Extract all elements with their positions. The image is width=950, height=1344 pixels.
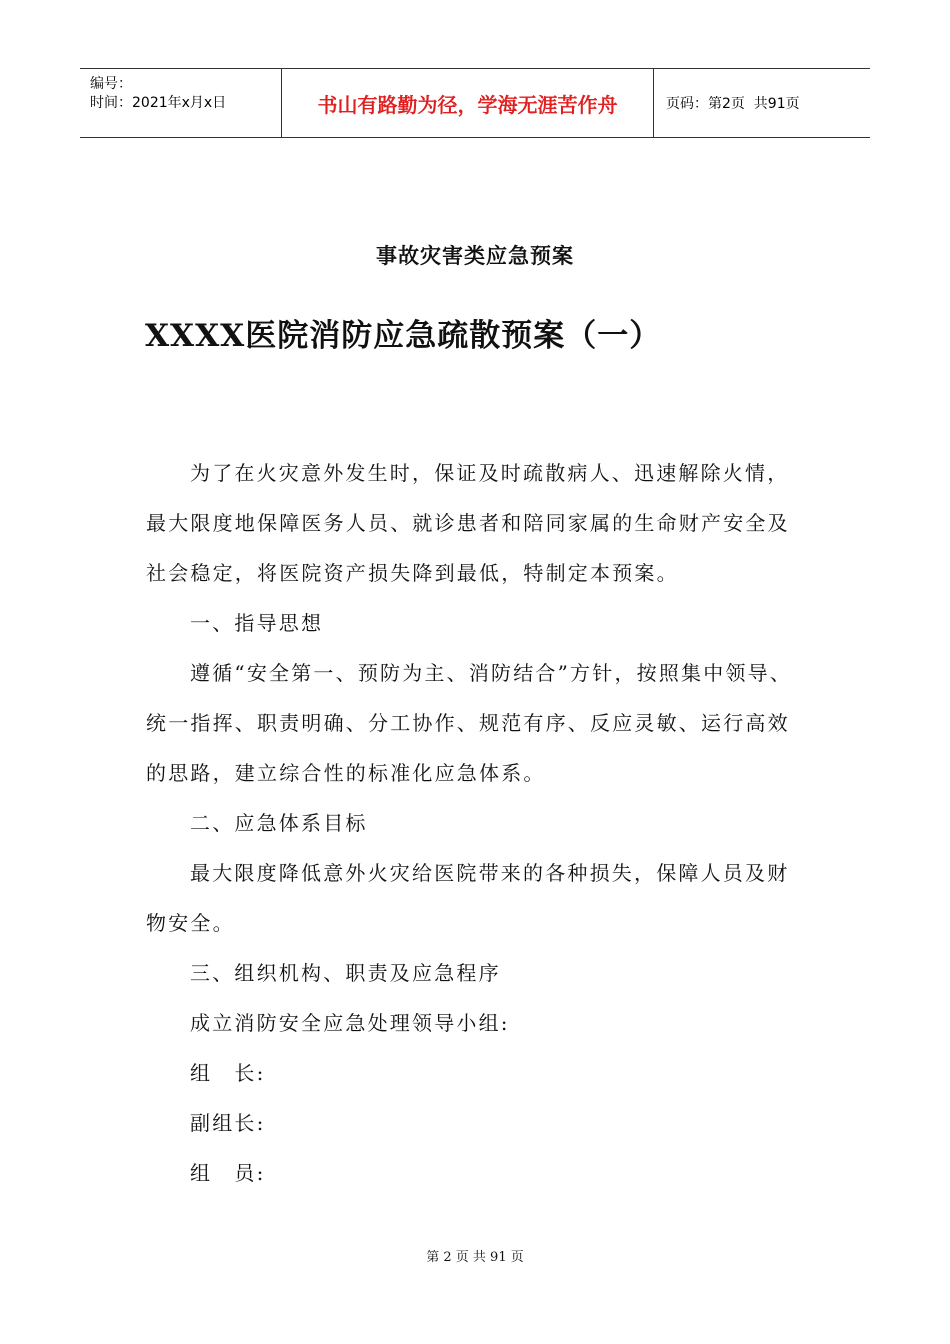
document-number-label: 编号： [90,76,132,92]
page-footer: 第 2 页 共 91 页 [426,1250,524,1265]
team-member-line: 组 员: [190,1161,266,1185]
document-category: 事故灾害类应急预案 [376,243,574,268]
header-page-info-text: 页码：第2页 共91页 [666,96,800,112]
paragraph-guiding-principle: 遵循“安全第一、预防为主、消防结合”方针，按照集中领导、统一指挥、职责明确、分工协作、规范有序、反应灵敏、运行高效的思路，建立综合性的标准化应急体系。 [146,661,793,785]
document-header [80,68,870,138]
paragraph-goal: 最大限度降低意外火灾给医院带来的各种损失，保障人员及财物安全。 [146,861,790,935]
section-heading-3: 三、组织机构、职责及应急程序 [190,961,501,985]
team-deputy-line: 副组长: [190,1111,266,1135]
header-meta [80,69,282,137]
paragraph-intro: 为了在火灾意外发生时，保证及时疏散病人、迅速解除火情，最大限度地保障医务人员、就诊患者和陪同家属的生命财产安全及社会稳定，将医院资产损失降到最低，特制定本预案。 [146,461,790,585]
header-motto: 书山有路勤为径，学海无涯苦作舟 [282,69,654,137]
document-date-label: 时间：2021年x月x日 [90,95,227,111]
document-title: XXXX医院消防应急疏散预案（一） [145,318,662,354]
section-heading-1: 一、指导思想 [190,611,324,635]
header-page-info [654,69,870,137]
team-leader-line: 组 长: [190,1061,266,1085]
section-heading-2: 二、应急体系目标 [190,811,368,835]
document-body [146,448,796,1198]
paragraph-team-intro: 成立消防安全应急处理领导小组: [190,1011,510,1035]
